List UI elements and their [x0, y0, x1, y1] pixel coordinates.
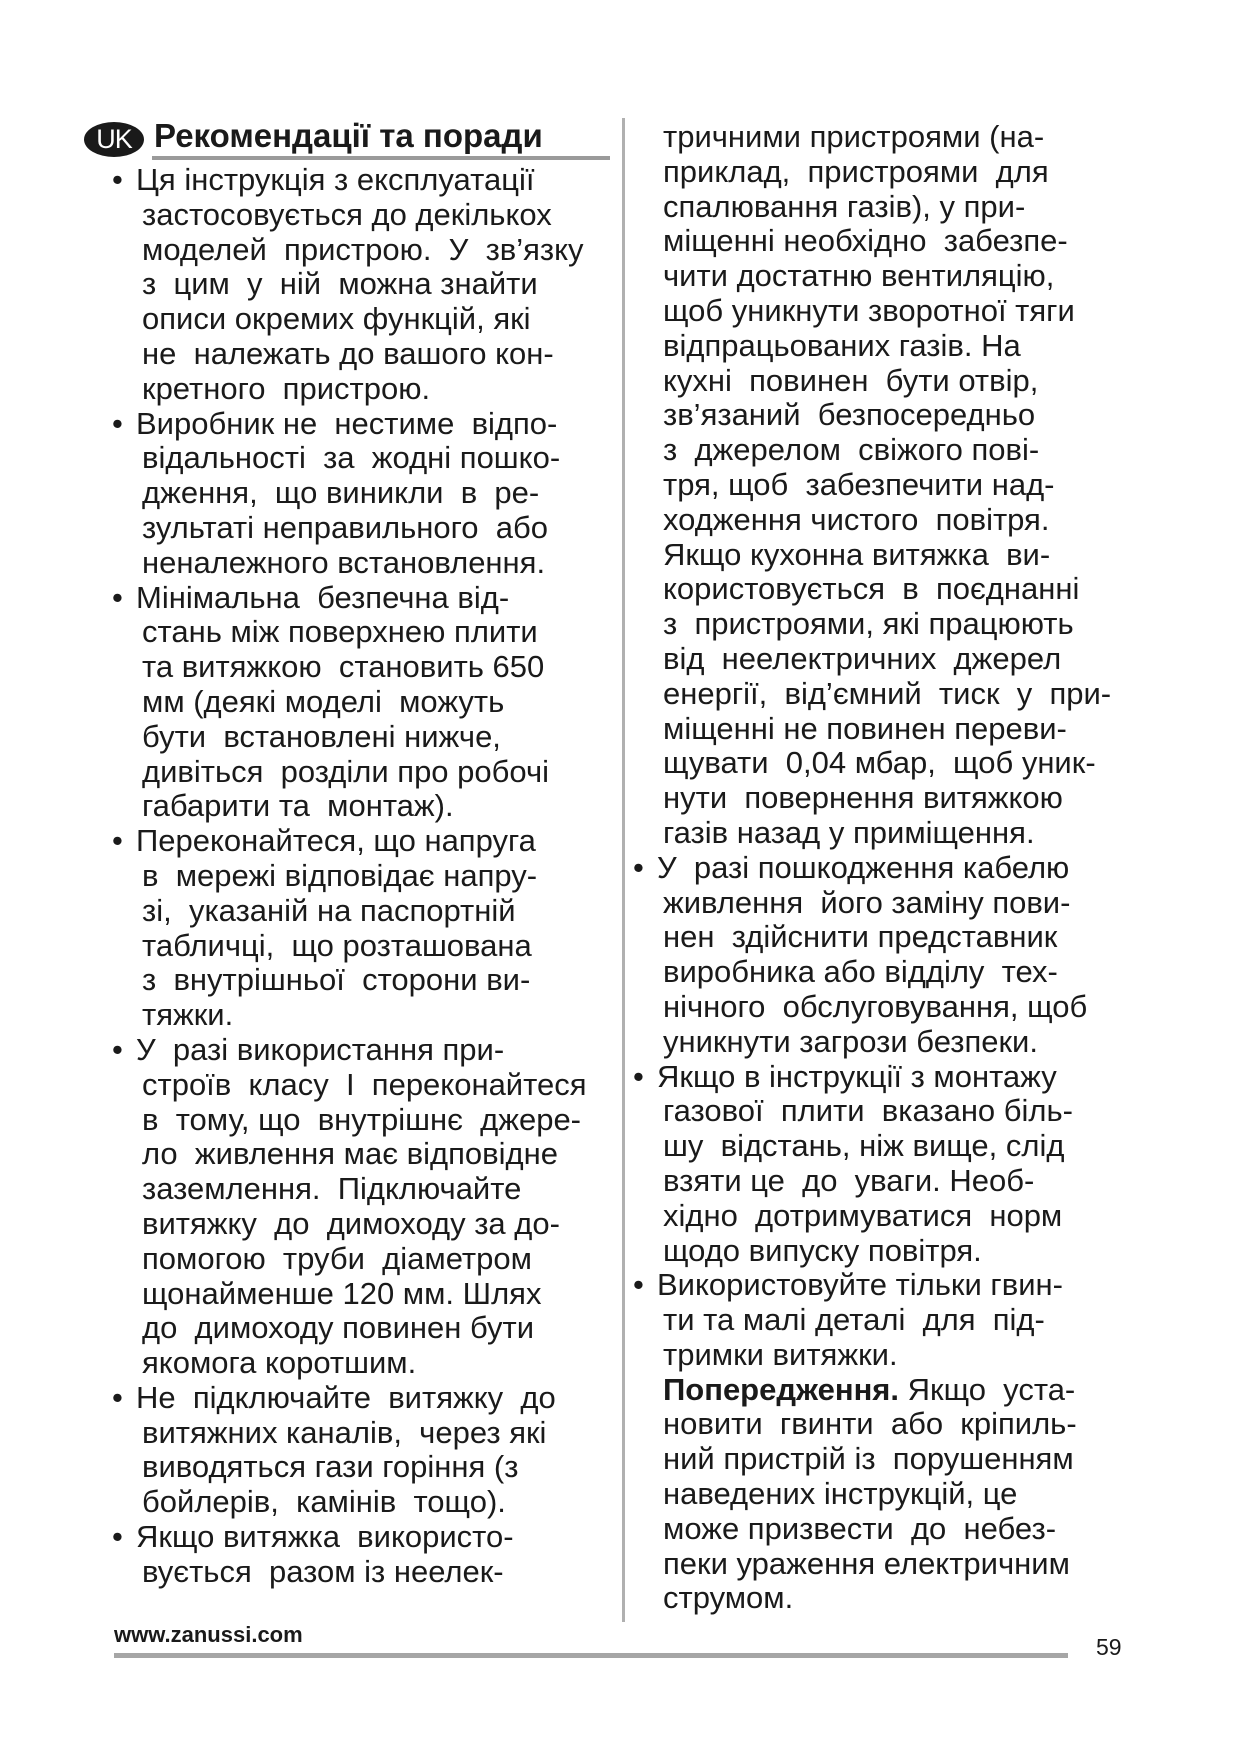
bullet-marker: • [633, 1267, 644, 1303]
line-text: з цим у ній можна знайти [142, 266, 538, 302]
line-text: тричними пристроями (на- [663, 119, 1045, 154]
text-line [112, 963, 622, 998]
text-line [112, 894, 622, 929]
line-text: може призвести до небез- [663, 1510, 1057, 1546]
bullet-item-start [633, 1268, 1153, 1303]
line-text: помогою труби діаметром [142, 1240, 532, 1276]
text-line [633, 1547, 1153, 1582]
text-line [112, 1137, 622, 1172]
text-line [633, 468, 1153, 503]
bullet-item-start [112, 407, 622, 442]
left-column [112, 163, 622, 1590]
line-text: якомога коротшим. [142, 1345, 417, 1381]
text-line [112, 511, 622, 546]
line-text: Не підключайте витяжку до [136, 1379, 556, 1415]
text-line [633, 1303, 1153, 1338]
text-line [633, 607, 1153, 642]
text-line [633, 364, 1153, 399]
section-title: Рекомендації та поради [154, 117, 543, 154]
line-text: хідно дотримуватися норм [663, 1197, 1063, 1233]
text-line [633, 642, 1153, 677]
text-line [633, 1581, 1153, 1616]
line-text: бути встановлені нижче, [142, 718, 501, 754]
line-text: в тому, що внутрішнє джере- [142, 1101, 582, 1137]
column-divider [622, 118, 625, 1622]
bullet-marker: • [112, 405, 123, 441]
section-header [84, 112, 610, 158]
header-underline [152, 156, 610, 160]
line-text: струмом. [663, 1580, 794, 1616]
text-line [112, 1485, 622, 1520]
bullet-item-start [112, 1033, 622, 1068]
text-line [633, 1164, 1153, 1199]
line-text: У разі пошкодження кабелю [657, 849, 1070, 885]
line-text: з джерелом свіжого пові- [663, 432, 1040, 468]
line-text: новити гвинти або кріпиль- [663, 1406, 1077, 1442]
bullet-item-start [112, 824, 622, 859]
line-text: в мережі відповідає напру- [142, 857, 538, 893]
line-text: ходження чистого повітря. [663, 501, 1050, 537]
line-text: кретного пристрою. [142, 370, 431, 406]
text-line [112, 720, 622, 755]
text-line [112, 1207, 622, 1242]
line-text: неналежного встановлення. [142, 544, 546, 580]
line-text: щонайменше 120 мм. Шлях [142, 1275, 542, 1311]
line-text: дивіться розділи про робочі [142, 753, 549, 789]
text-line [112, 476, 622, 511]
bullet-item-start [112, 163, 622, 198]
line-text: міщенні не повинен переви- [663, 710, 1067, 746]
line-text: зі, указаній на паспортній [142, 892, 516, 928]
line-text: тримки витяжки. [663, 1336, 898, 1372]
text-line [633, 120, 1153, 155]
line-text: Мінімальна безпечна від- [136, 579, 510, 615]
line-text: чити достатню вентиляцію, [663, 258, 1055, 294]
line-text: строїв класу I переконайтеся [142, 1066, 587, 1102]
line-text: газів назад у приміщення. [663, 814, 1035, 850]
bullet-marker: • [633, 1058, 644, 1094]
text-line [112, 441, 622, 476]
text-line [633, 155, 1153, 190]
line-text: кухні повинен бути отвір, [663, 362, 1039, 398]
language-badge: UK [84, 122, 144, 157]
text-line [633, 538, 1153, 573]
text-line [112, 1450, 622, 1485]
bullet-marker: • [112, 1379, 123, 1415]
line-text: від неелектричних джерел [663, 640, 1062, 676]
footer-rule [114, 1653, 1068, 1658]
text-line [633, 1025, 1153, 1060]
bullet-marker: • [112, 1519, 123, 1555]
text-line [112, 1555, 622, 1590]
bullet-marker: • [633, 849, 644, 885]
text-line [633, 781, 1153, 816]
line-text: Якщо витяжка використо- [136, 1519, 514, 1555]
text-line [633, 1129, 1153, 1164]
line-text: витяжних каналів, через які [142, 1414, 547, 1450]
line-text: щодо випуску повітря. [663, 1232, 982, 1268]
line-text: з пристроями, які працюють [663, 606, 1074, 642]
text-line [112, 1311, 622, 1346]
text-line [112, 859, 622, 894]
bullet-marker: • [112, 823, 123, 859]
line-text: виводяться гази горіння (з [142, 1449, 519, 1485]
bullet-item-start [112, 581, 622, 616]
text-line [112, 1346, 622, 1381]
text-line [112, 1277, 622, 1312]
text-line [112, 1103, 622, 1138]
footer-website[interactable]: www.zanussi.com [114, 1622, 303, 1647]
text-line [633, 712, 1153, 747]
line-text: зв’язаний безпосередньо [663, 397, 1036, 433]
line-text: Переконайтеся, що напруга [136, 823, 536, 859]
text-line [633, 224, 1153, 259]
text-line [633, 1094, 1153, 1129]
line-text: описи окремих функцій, які [142, 301, 531, 337]
text-line [112, 267, 622, 302]
line-text: тря, щоб забезпечити над- [663, 466, 1055, 502]
line-text: приклад, пристроями для [663, 153, 1049, 189]
text-line [633, 503, 1153, 538]
line-text: Якщо уста- [899, 1371, 1076, 1407]
text-line [633, 1234, 1153, 1269]
line-text: нічного обслуговування, щоб [663, 988, 1088, 1024]
line-text: заземлення. Підключайте [142, 1171, 522, 1207]
text-line [633, 190, 1153, 225]
line-text: живлення його заміну пови- [663, 884, 1071, 920]
line-text: Якщо кухонна витяжка ви- [663, 536, 1051, 572]
bullet-marker: • [112, 579, 123, 615]
warning-label: Попередження. [663, 1371, 899, 1407]
line-text: У разі використання при- [136, 1031, 505, 1067]
text-line [633, 1477, 1153, 1512]
line-text: наведених інструкцій, це [663, 1476, 1018, 1512]
text-line [112, 615, 622, 650]
page-number: 59 [1096, 1634, 1122, 1660]
text-line [633, 1199, 1153, 1234]
text-line [112, 198, 622, 233]
line-text: нути повернення витяжкою [663, 780, 1063, 816]
bullet-item-start [112, 1381, 622, 1416]
text-line [633, 886, 1153, 921]
line-text: не належать до вашого кон- [142, 335, 554, 371]
line-text: користовується в поєднанні [663, 571, 1080, 607]
text-line [112, 650, 622, 685]
line-text: застосовується до декількох [142, 196, 552, 232]
line-text: Виробник не нестиме відпо- [136, 405, 558, 441]
line-text: щувати 0,04 мбар, щоб уник- [663, 745, 1096, 781]
line-text: спалювання газів), у при- [663, 188, 1026, 224]
line-text: мм (деякі моделі можуть [142, 683, 505, 719]
text-line [112, 1172, 622, 1207]
text-line [633, 955, 1153, 990]
text-line [112, 233, 622, 268]
line-text: Ця інструкція з експлуатації [136, 162, 535, 197]
text-line [633, 1442, 1153, 1477]
line-text: та витяжкою становить 650 [142, 649, 545, 685]
line-text: табличці, що розташована [142, 927, 532, 963]
text-line [112, 929, 622, 964]
line-text: Якщо в інструкції з монтажу [657, 1058, 1057, 1094]
bullet-marker: • [112, 162, 123, 197]
text-line [633, 572, 1153, 607]
bullet-item-start [633, 851, 1153, 886]
line-text: моделей пристрою. У зв’язку [142, 231, 584, 267]
text-line [633, 920, 1153, 955]
text-line [633, 329, 1153, 364]
text-line [633, 398, 1153, 433]
text-line [112, 755, 622, 790]
bullet-item-start [633, 1060, 1153, 1095]
text-line [633, 1512, 1153, 1547]
text-line [112, 998, 622, 1033]
line-text: до димоходу повинен бути [142, 1310, 535, 1346]
line-text: газової плити вказано біль- [663, 1093, 1073, 1129]
line-text: габарити та монтаж). [142, 788, 454, 824]
text-line [112, 302, 622, 337]
line-text: вується разом із неелек- [142, 1553, 504, 1589]
line-text: відпрацьованих газів. На [663, 327, 1021, 363]
line-text: витяжку до димоходу за до- [142, 1205, 560, 1241]
line-text: міщенні необхідно забезпе- [663, 223, 1068, 259]
text-line [112, 546, 622, 581]
line-text: дження, що виникли в ре- [142, 475, 540, 511]
line-text: уникнути загрози безпеки. [663, 1023, 1038, 1059]
text-line [112, 1068, 622, 1103]
text-line [112, 789, 622, 824]
line-text: ний пристрій із порушенням [663, 1441, 1074, 1477]
text-line [112, 1242, 622, 1277]
text-line [112, 372, 622, 407]
text-line [112, 337, 622, 372]
text-line [633, 1407, 1153, 1442]
line-text: енергії, від’ємний тиск у при- [663, 675, 1112, 711]
line-text: шу відстань, ніж вище, слід [663, 1128, 1065, 1164]
line-text: нен здійснити представник [663, 919, 1058, 955]
text-line [633, 1373, 1153, 1408]
line-text: ло живлення має відповідне [142, 1136, 558, 1172]
line-text: з внутрішньої сторони ви- [142, 962, 531, 998]
text-line [633, 990, 1153, 1025]
line-text: тяжки. [142, 997, 234, 1033]
bullet-marker: • [112, 1031, 123, 1067]
text-line [633, 816, 1153, 851]
line-text: зультаті неправильного або [142, 509, 548, 545]
line-text: пеки ураження електричним [663, 1545, 1070, 1581]
text-line [633, 259, 1153, 294]
line-text: ти та малі деталі для під- [663, 1302, 1045, 1338]
line-text: взяти це до уваги. Необ- [663, 1162, 1035, 1198]
line-text: стань між поверхнею плити [142, 614, 538, 650]
text-line [633, 294, 1153, 329]
line-text: відальності за жодні пошко- [142, 440, 561, 476]
text-line [112, 685, 622, 720]
text-line [112, 1416, 622, 1451]
text-line [633, 677, 1153, 712]
right-column [633, 120, 1153, 1616]
bullet-item-start [112, 1520, 622, 1555]
text-line [633, 433, 1153, 468]
line-text: Використовуйте тільки гвин- [657, 1267, 1063, 1303]
text-line [633, 746, 1153, 781]
line-text: щоб уникнути зворотної тяги [663, 292, 1075, 328]
line-text: виробника або відділу тех- [663, 954, 1058, 990]
text-line [633, 1338, 1153, 1373]
line-text: бойлерів, камінів тощо). [142, 1484, 506, 1520]
